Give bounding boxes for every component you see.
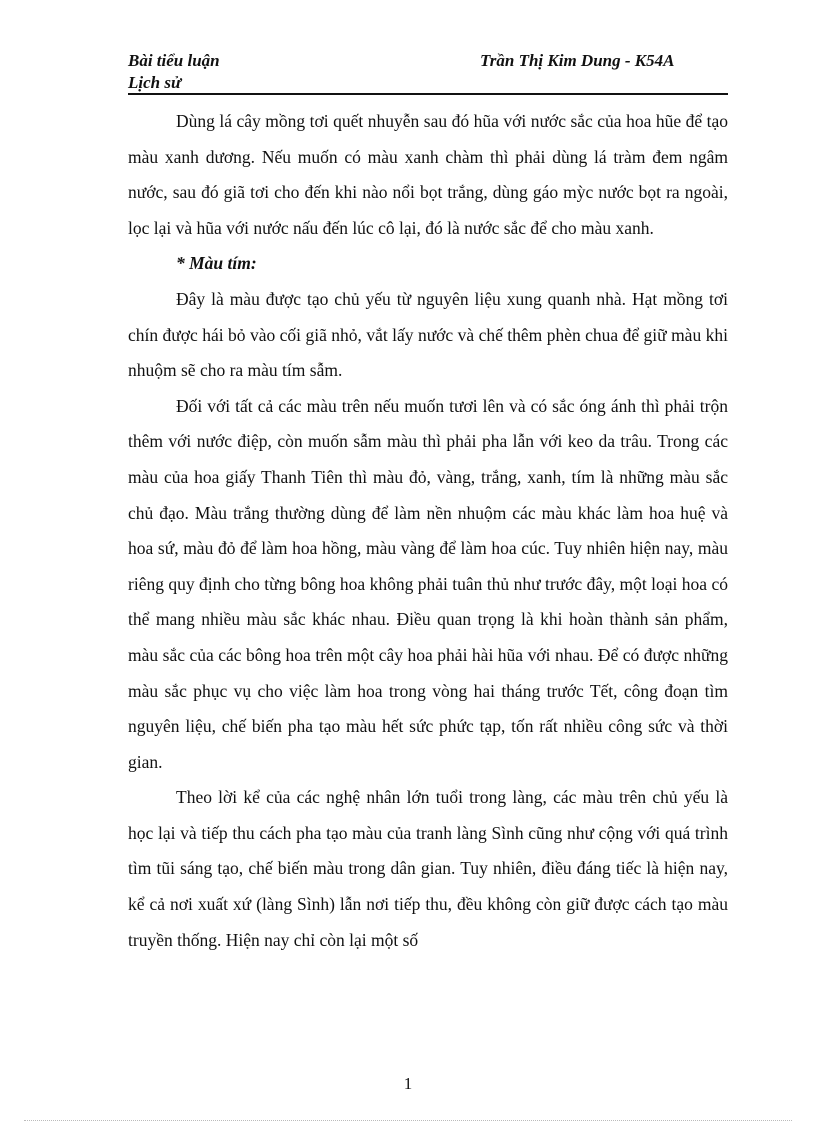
paragraph-origin-of-colors: Theo lời kể của các nghệ nhân lớn tuổi trong làng, các màu trên chủ yếu là học lại và tiếp thu cách pha tạo màu của tranh làng Sình cũng như cộng với quá trình tìm tũi sáng tạo, chế biến màu trong dân gian. Tuy nhiên, điều đáng tiếc là hiện nay, kể cả nơi xuất xứ (làng Sình) lẫn nơi tiếp thu, đều không còn giữ được cách tạo màu truyền thống. Hiện nay chỉ còn lại một số bbox=[128, 787, 728, 950]
header-document-type: Bài tiểu luận bbox=[128, 51, 220, 70]
paragraph-blue-color: Dùng lá cây mồng tơi quết nhuyễn sau đó hũa với nước sắc của hoa hũe để tạo màu xanh dương. Nếu muốn có màu xanh chàm thì phải dùng lá tràm đem ngâm nước, sau đó giã tơi cho đến khi nào nổi bọt trắng, dùng gáo mỳc nước bọt ra ngoài, lọc lại và hũa với nước nấu đến lúc cô lại, đó là nước sắc để cho màu xanh. bbox=[128, 111, 728, 238]
paragraph-color-mixing: Đối với tất cả các màu trên nếu muốn tươi lên và có sắc óng ánh thì phải trộn thêm với nước điệp, còn muốn sẫm màu thì phải pha lẫn với keo da trâu. Trong các màu của hoa giấy Thanh Tiên thì màu đỏ, vàng, trắng, xanh, tím là những màu sắc chủ đạo. Màu trắng thường dùng để làm nền nhuộm các màu khác làm hoa huệ và hoa sứ, màu đỏ để làm hoa hồng, màu vàng để làm hoa cúc. Tuy nhiên hiện nay, màu riêng quy định cho từng bông hoa không phải tuân thủ như trước đây, một loại hoa có thể mang nhiều màu sắc khác nhau. Điều quan trọng là khi hoàn thành sản phẩm, màu sắc của các bông hoa trên một cây hoa phải hài hũa với nhau. Để có được những màu sắc phục vụ cho việc làm hoa trong vòng hai tháng trước Tết, công đoạn tìm nguyên liệu, chế biến pha tạo màu hết sức phức tạp, tốn rất nhiều công sức và thời gian. bbox=[128, 395, 728, 772]
paragraph-purple-color: Đây là màu được tạo chủ yếu từ nguyên liệu xung quanh nhà. Hạt mồng tơi chín được hái bỏ vào cối giã nhỏ, vắt lấy nước và chế thêm phèn chua để giữ màu khi nhuộm sẽ cho ra màu tím sẫm. bbox=[128, 288, 728, 381]
section-heading-purple: * Màu tím: bbox=[176, 253, 257, 274]
footer-dotted-line bbox=[24, 1120, 792, 1121]
document-body bbox=[128, 104, 728, 958]
header-author: Trần Thị Kim Dung - K54A bbox=[480, 51, 675, 70]
header-rule bbox=[128, 93, 728, 95]
header-subject: Lịch sử bbox=[128, 73, 182, 92]
header-left-block bbox=[128, 50, 328, 94]
page-number: 1 bbox=[403, 1074, 413, 1093]
